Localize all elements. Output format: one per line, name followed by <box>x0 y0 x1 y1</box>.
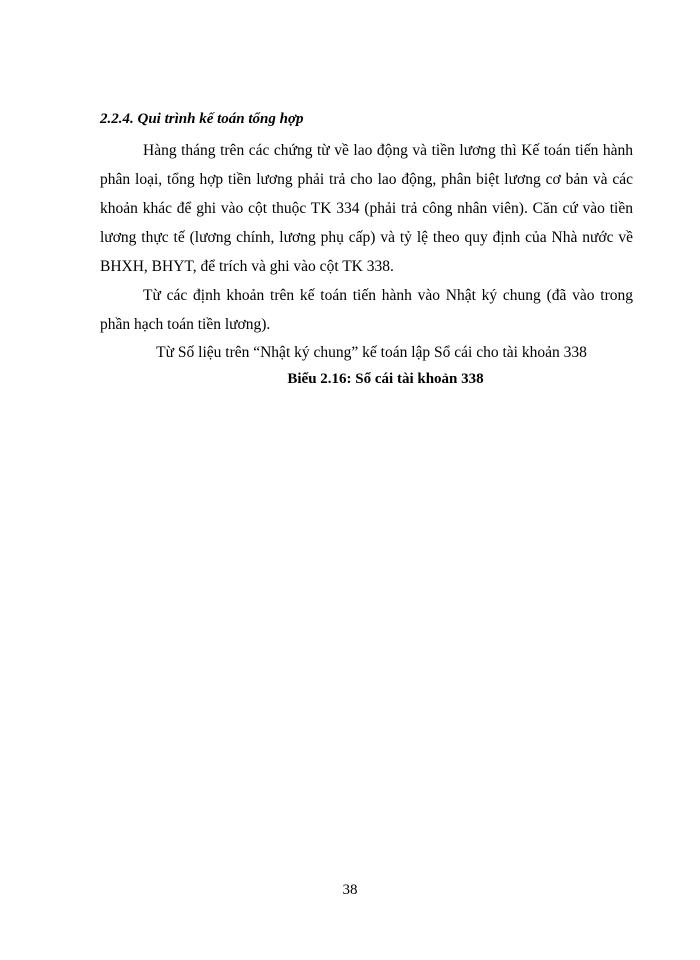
table-caption: Biểu 2.16: Sổ cái tài khoản 338 <box>287 371 484 387</box>
paragraph-2: Từ các định khoản trên kế toán tiến hành vào Nhật ký chung (đã vào trong phần hạch toán tiền lương). <box>100 287 633 333</box>
paragraph-1: Hàng tháng trên các chứng từ về lao động và tiền lương thì Kế toán tiến hành phân loại, tổng hợp tiền lương phải trả cho lao động, phân biệt lương cơ bản và các khoản khác để ghi vào cột thuộc TK 334 (phải trả công nhân viên). Căn cứ vào tiền lương thực tế (lương chính, lương phụ cấp) và tỷ lệ theo quy định của Nhà nước về BHXH, BHYT, để trích và ghi vào cột TK 338. <box>100 142 633 275</box>
page-number: 38 <box>342 882 358 898</box>
paragraph-3: Từ Số liệu trên “Nhật ký chung” kế toán lập Sổ cái cho tài khoản 338 <box>156 344 587 361</box>
document-body <box>100 108 633 393</box>
section-heading: 2.2.4. Qui trình kế toán tổng hợp <box>100 111 304 127</box>
